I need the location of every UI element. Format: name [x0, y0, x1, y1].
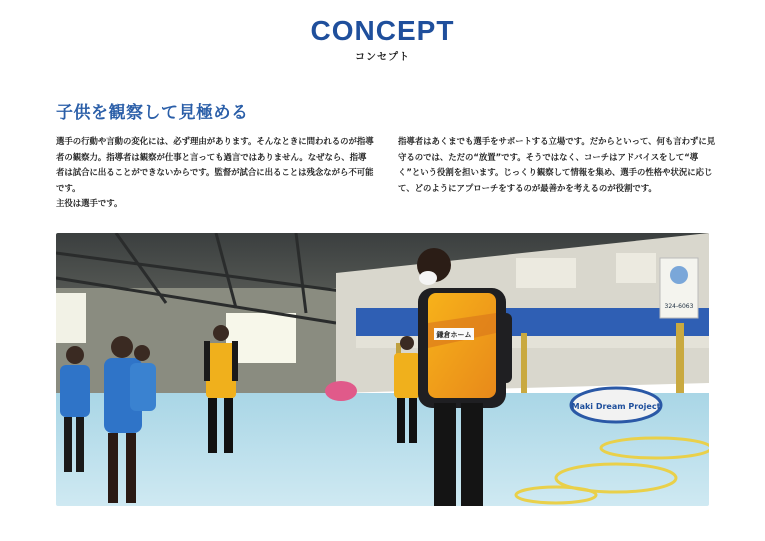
section-heading: 子供を観察して見極める: [56, 103, 249, 123]
left-paragraph-2: 主役は選手です。: [56, 198, 123, 208]
training-photo: [56, 233, 709, 506]
page-subtitle: コンセプト: [355, 52, 410, 63]
right-text-column: [398, 134, 718, 196]
left-text-column: [56, 134, 374, 212]
right-paragraph-1: 指導者はあくまでも選手をサポートする立場です。だからといって、何も言わずに見守るのでは、ただの“放置”です。そうではなく、コーチはアドバイスをして“導く”という役割を担います。じっくり観察して情報を集め、選手の性格や状況に応じて、どのようにアプローチをするのが最善かを考えるのが役割です。: [398, 136, 716, 193]
banner-text: Maki Dream Project: [571, 402, 661, 411]
left-paragraph-1: 選手の行動や言動の変化には、必ず理由があります。そんなときに問われるのが指導者の観察力。指導者は観察が仕事と言っても過言ではありません。なぜなら、指導者は試合に出ることができないからです。監督が試合に出ることは残念ながら不可能です。: [56, 136, 374, 193]
poster-sign-text: 324-6063: [664, 303, 694, 310]
page-title: CONCEPT: [310, 15, 455, 46]
bib-text: 鎌倉ホーム: [436, 331, 472, 339]
page-header: [0, 14, 765, 63]
